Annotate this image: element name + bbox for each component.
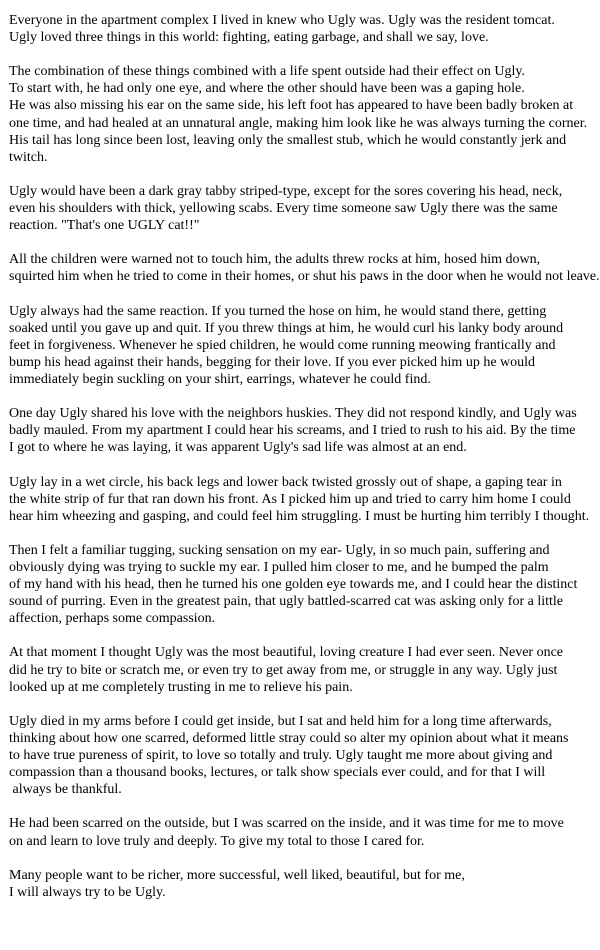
paragraph <box>9 713 599 798</box>
text-line: squirted him when he tried to come in their homes, or shut his paws in the door when he would not leave. <box>9 269 600 285</box>
paragraph <box>9 12 599 46</box>
text-line: He was also missing his ear on the same side, his left foot has appeared to have been badly broken at <box>9 98 574 114</box>
text-line: sound of purring. Even in the greatest pain, that ugly battled-scarred cat was asking only for a little <box>9 594 564 610</box>
text-line: I got to where he was laying, it was apparent Ugly's sad life was almost at an end. <box>9 440 467 456</box>
paragraph <box>9 542 599 627</box>
paragraph <box>9 183 599 234</box>
text-line: bump his head against their hands, begging for their love. If you ever picked him up he would <box>9 354 536 370</box>
text-line: looked up at me completely trusting in me to relieve his pain. <box>9 679 353 695</box>
text-line: All the children were warned not to touch him, the adults threw rocks at him, hosed him down, <box>9 252 541 268</box>
paragraph <box>9 303 599 388</box>
text-line: Then I felt a familiar tugging, sucking sensation on my ear- Ugly, in so much pain, suffering and <box>9 542 550 558</box>
text-line: one time, and had healed at an unnatural angle, making him look like he was always turning the corner. <box>9 115 588 131</box>
text-line: compassion than a thousand books, lectures, or talk show specials ever could, and for that I will <box>9 765 546 781</box>
text-line: even his shoulders with thick, yellowing scabs. Every time someone saw Ugly there was the same <box>9 201 558 217</box>
text-line: immediately begin suckling on your shirt, earrings, whatever he could find. <box>9 371 431 387</box>
text-line: To start with, he had only one eye, and where the other should have been was a gaping hole. <box>9 81 525 97</box>
text-line: twitch. <box>9 149 48 165</box>
text-line: The combination of these things combined with a life spent outside had their effect on Ugly. <box>9 64 525 80</box>
text-line: on and learn to love truly and deeply. To give my total to those I cared for. <box>9 833 425 849</box>
text-line: of my hand with his head, then he turned his one golden eye towards me, and I could hear the distinct <box>9 577 578 593</box>
text-line: Ugly always had the same reaction. If you turned the hose on him, he would stand there, getting <box>9 303 547 319</box>
paragraph <box>9 474 599 525</box>
text-line: Everyone in the apartment complex I lived in knew who Ugly was. Ugly was the resident tomcat. <box>9 13 555 28</box>
text-line: obviously dying was trying to suckle my ear. I pulled him closer to me, and he bumped the palm <box>9 560 549 575</box>
paragraph <box>9 405 599 456</box>
text-line: affection, perhaps some compassion. <box>9 611 216 627</box>
text-line: Ugly lay in a wet circle, his back legs and lower back twisted grossly out of shape, a gaping tear in <box>9 474 562 490</box>
paragraph <box>9 644 599 695</box>
paragraph <box>9 63 599 166</box>
paragraph <box>9 867 599 901</box>
text-line: Ugly loved three things in this world: fighting, eating garbage, and shall we say, love. <box>9 30 489 46</box>
text-line: Many people want to be richer, more successful, well liked, beautiful, but for me, <box>9 867 465 883</box>
text-line: I will always try to be Ugly. <box>9 884 166 900</box>
paragraph <box>9 815 599 849</box>
text-line: Ugly would have been a dark gray tabby striped-type, except for the sores covering his head, neck, <box>9 183 563 199</box>
text-line: He had been scarred on the outside, but I was scarred on the inside, and it was time for me to move <box>9 816 564 832</box>
text-line: the white strip of fur that ran down his front. As I picked him up and tried to carry him home I could <box>9 491 571 507</box>
document-body <box>9 12 599 918</box>
text-line: His tail has long since been lost, leaving only the smallest stub, which he would constantly jerk and <box>9 132 567 148</box>
text-line: Ugly died in my arms before I could get inside, but I sat and held him for a long time afterwards, <box>9 713 552 729</box>
text-line: soaked until you gave up and quit. If you threw things at him, he would curl his lanky body around <box>9 320 564 336</box>
text-line: to have true pureness of spirit, to love so totally and truly. Ugly taught me more about giving and <box>9 748 553 764</box>
text-line: At that moment I thought Ugly was the most beautiful, loving creature I had ever seen. Never once <box>9 645 563 661</box>
paragraph <box>9 251 599 285</box>
text-line: badly mauled. From my apartment I could hear his screams, and I tried to rush to his aid. By the time <box>9 423 576 439</box>
text-line: reaction. "That's one UGLY cat!!" <box>9 218 200 234</box>
text-line: always be thankful. <box>9 782 122 798</box>
text-line: One day Ugly shared his love with the neighbors huskies. They did not respond kindly, and Ugly was <box>9 406 577 422</box>
text-line: did he try to bite or scratch me, or even try to get away from me, or struggle in any way. Ugly just <box>9 662 558 678</box>
text-line: feet in forgiveness. Whenever he spied children, he would come running meowing frantically and <box>9 337 556 353</box>
text-line: thinking about how one scarred, deformed little stray could so alter my opinion about what it means <box>9 730 569 746</box>
text-line: hear him wheezing and gasping, and could feel him struggling. I must be hurting him terribly I thought. <box>9 508 590 524</box>
